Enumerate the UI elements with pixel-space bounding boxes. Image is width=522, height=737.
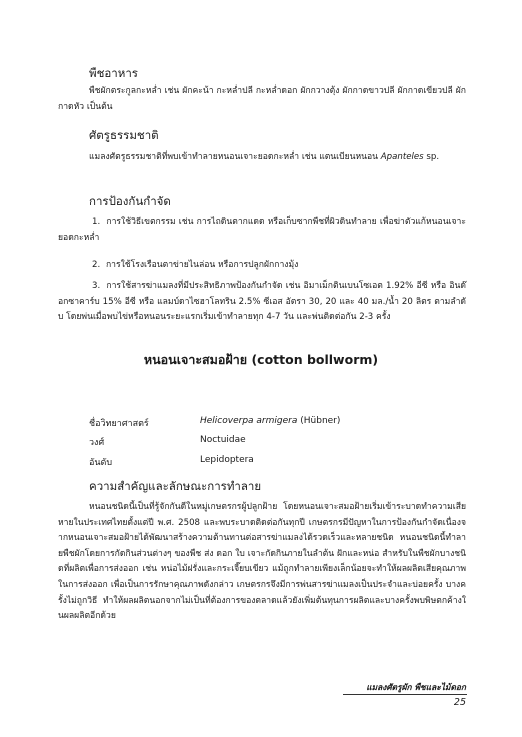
pest-title: หนอนเจาะสมอฝ้าย (cotton bollworm) — [143, 352, 379, 367]
control-item-3-text: การใช้สารฆ่าแมลงที่มีประสิทธิภาพป้องกันกำจัด เช่น อิมาเม็กตินเบนโซเอต 1.92% อีซี หรือ อินด๊อกซาคาร์บ 15% อีซี หรือ แลมบ์ดาไซฮาโลทริน 2.5% ซีเอส อัตรา 30, 20 และ 40 มล./น้ำ 20 ลิตร ตามลำดับ โดยพ่นเมื่อพบไข่หรือหนอนระยะแรกเริ่มเข้าทำลายทุก 4-7 วัน และพ่นติดต่อกัน 2-3 ครั้ง — [58, 281, 466, 323]
taxonomy-value — [200, 416, 340, 426]
natural-enemies-suffix: sp. — [426, 152, 440, 162]
food-plants-paragraph: พืชผักตระกูลกะหล่ำ เช่น ผักคะน้า กะหล่ำปลี กะหล่ำดอก ผักกวางตุ้ง ผักกาดขาวปลี ผักกาดเขียวปลี ผักกาดหัว เป็นต้น — [58, 86, 466, 112]
control-item-2-number: 2. — [92, 260, 101, 270]
page-number: 25 — [453, 697, 466, 708]
importance-paragraph: หนอนชนิดนี้เป็นที่รู้จักกันดีในหมู่เกษตรกรผู้ปลูกฝ้าย โดยหนอนเจาะสมอฝ้ายเริ่มเข้าระบาดทำความเสียหายในประเทศไทยตั้งแต่ปี พ.ศ. 2508 และพบระบาดติดต่อกันทุกปี เกษตรกรมีปัญหาในการป้องกันกำจัดเนื่องจากหนอนเจาะสมอฝ้ายได้พัฒนาสร้างความต้านทานต่อสารฆ่าแมลงได้รวดเร็วและหลายชนิด หนอนชนิดนี้ทำลายพืชผักโดยการกัดกินส่วนต่างๆ ของพืช ส่ง ดอก ใบ เจาะกัดกินภายในลำต้น ฝักและหน่อ สำหรับในพืชผักบางชนิดที่ผลิตเพื่อการส่งออก เช่น หน่อไม้ฝรั่งและกระเจี๊ยบเขียว แม้ถูกทำลายเพียงเล็กน้อยจะทำให้ผลผลิตเสียคุณภาพในการส่งออก เพื่อเป็นการรักษาคุณภาพดังกล่าว เกษตรกรจึงมีการพ่นสารฆ่าแมลงเป็นประจำและบ่อยครั้ง บางครั้งไม่ถูกวิธี ทำให้ผลผลิตนอกจากไม่เป็นที่ต้องการของตลาดแล้วยังเพิ่มต้นทุนการผลิตและบางครั้งพบพิษตกค้างในผลผลิตอีกด้วย — [58, 502, 466, 622]
food-plants-heading: พืชอาหาร — [89, 66, 138, 80]
natural-enemies-paragraph — [58, 150, 466, 166]
taxonomy-label: วงศ์ — [89, 438, 105, 448]
control-heading: การป้องกันกำจัด — [89, 194, 171, 208]
taxonomy-label: อันดับ — [89, 458, 113, 468]
control-item-3-number: 3. — [92, 281, 101, 291]
importance-heading: ความสำคัญและลักษณะการทำลาย — [89, 479, 262, 493]
natural-enemies-text: แมลงศัตรูธรรมชาติที่พบเข้าทำลายหนอนเจาะยอดกะหล่ำ เช่น แตนเบียนหนอน — [89, 152, 379, 162]
scientific-name-italic: Helicoverpa armigera — [200, 416, 298, 426]
footer-divider — [343, 694, 467, 695]
natural-enemies-heading: ศัตรูธรรมชาติ — [89, 128, 159, 142]
control-item-1-number: 1. — [92, 217, 101, 227]
control-item-1 — [58, 215, 466, 246]
control-item-1-text: การใช้วิธีเขตกรรม เช่น การไถดินตากแดด หรือเก็บซากพืชที่ผิวดินทำลาย เพื่อฆ่าตัวแก้หนอนเจาะยอดกะหล่ำ — [58, 217, 466, 243]
taxonomy-value: Noctuidae — [200, 435, 246, 445]
taxonomy-value: Lepidoptera — [200, 455, 254, 465]
natural-enemies-species: Apanteles — [380, 152, 424, 162]
control-item-3 — [58, 279, 466, 326]
control-item-2-text: การใช้โรงเรือนตาข่ายไนล่อน หรือการปลูกผักกางมุ้ง — [105, 260, 299, 270]
taxonomy-label: ชื่อวิทยาศาสตร์ — [89, 419, 149, 429]
scientific-name-author: (Hübner) — [300, 416, 341, 426]
control-item-2 — [58, 258, 466, 274]
footer-book-title: แมลงศัตรูผัก พืชและไม้ดอก — [366, 682, 466, 692]
